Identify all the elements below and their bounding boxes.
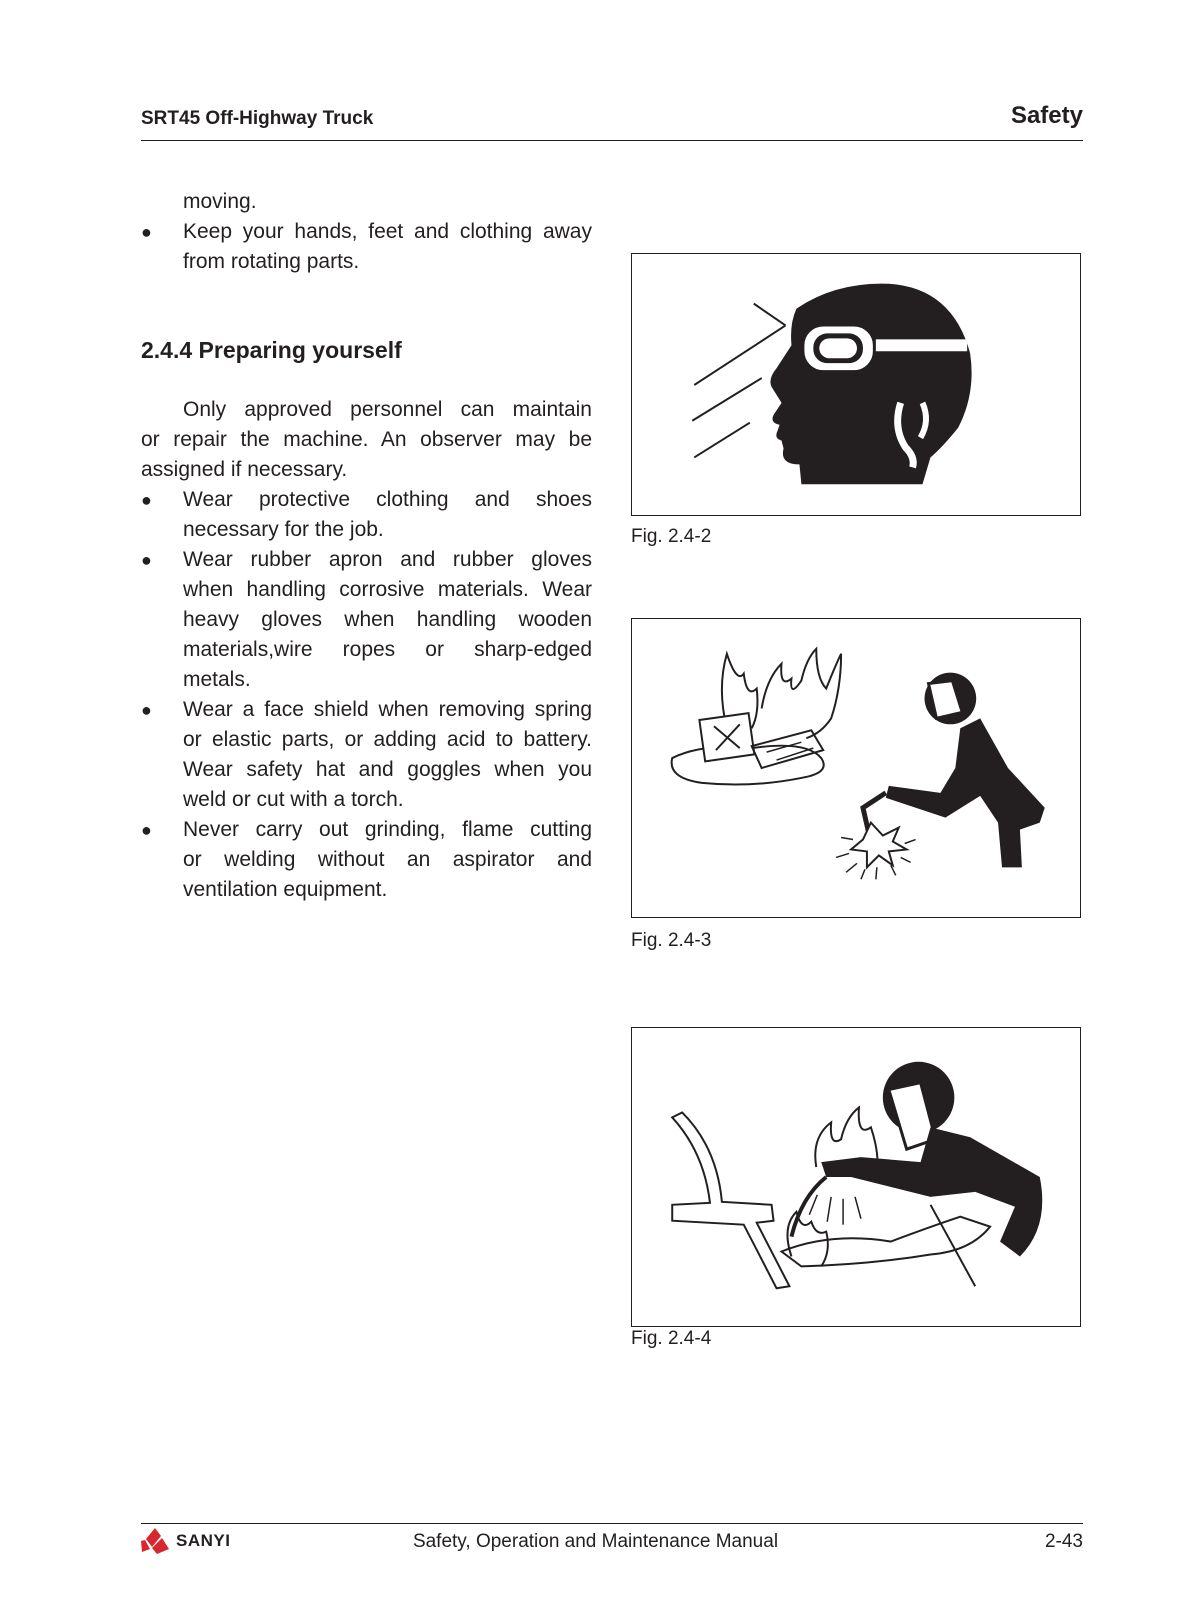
footer-manual-title: Safety, Operation and Maintenance Manual	[412, 1531, 779, 1552]
bullet-line: Wear a face shield when removing spring	[183, 698, 592, 721]
figure-caption: Fig. 2.4-4	[631, 1328, 712, 1349]
continued-text: moving.	[183, 190, 257, 213]
face-shield-welding-icon	[632, 1028, 1080, 1326]
page-number: 2-43	[1044, 1531, 1083, 1552]
bullet-line: Wear safety hat and goggles when you	[183, 758, 592, 781]
intro-line: or repair the machine. An observer may be	[141, 428, 592, 451]
bullet-line: metals.	[183, 668, 251, 691]
bullet-dot: ●	[141, 700, 152, 720]
bullet-line: Wear protective clothing and shoes	[183, 488, 592, 511]
bullet-line: Wear rubber apron and rubber gloves	[183, 548, 592, 571]
bullet-line: heavy gloves when handling wooden	[183, 608, 592, 631]
bullet-line: necessary for the job.	[183, 518, 384, 541]
header-title: SRT45 Off-Highway Truck	[141, 108, 374, 129]
bullet-line: weld or cut with a torch.	[183, 788, 404, 811]
bullet-dot: ●	[141, 550, 152, 570]
bullet-line: when handling corrosive materials. Wear	[183, 578, 592, 601]
intro-line: Only approved personnel can maintain	[183, 398, 592, 421]
bullet-line: or elastic parts, or adding acid to battery.	[183, 728, 592, 751]
bullet-line: Never carry out grinding, flame cutting	[183, 818, 592, 841]
header-rule	[141, 140, 1083, 141]
section-heading: 2.4.4 Preparing yourself	[141, 337, 402, 363]
footer-rule	[141, 1523, 1083, 1524]
bullet-dot: ●	[141, 222, 152, 242]
goggles-head-icon	[632, 254, 1080, 515]
bullet-line: Keep your hands, feet and clothing away	[183, 220, 592, 243]
figure-goggles	[631, 253, 1081, 516]
figure-face-shield	[631, 1027, 1081, 1327]
figure-caption: Fig. 2.4-2	[631, 526, 712, 547]
figure-welder	[631, 618, 1081, 918]
bullet-line: ventilation equipment.	[183, 878, 388, 901]
bullet-line: from rotating parts.	[183, 250, 360, 273]
bullet-dot: ●	[141, 820, 152, 840]
welder-fire-icon	[632, 619, 1080, 917]
logo-text: SANYI	[176, 1531, 231, 1550]
header-section: Safety	[1010, 102, 1083, 129]
bullet-dot: ●	[141, 490, 152, 510]
bullet-line: or welding without an aspirator and	[183, 848, 592, 871]
bullet-line: materials,wire ropes or sharp-edged	[183, 638, 592, 661]
intro-line: assigned if necessary.	[141, 458, 348, 481]
figure-caption: Fig. 2.4-3	[631, 930, 712, 951]
